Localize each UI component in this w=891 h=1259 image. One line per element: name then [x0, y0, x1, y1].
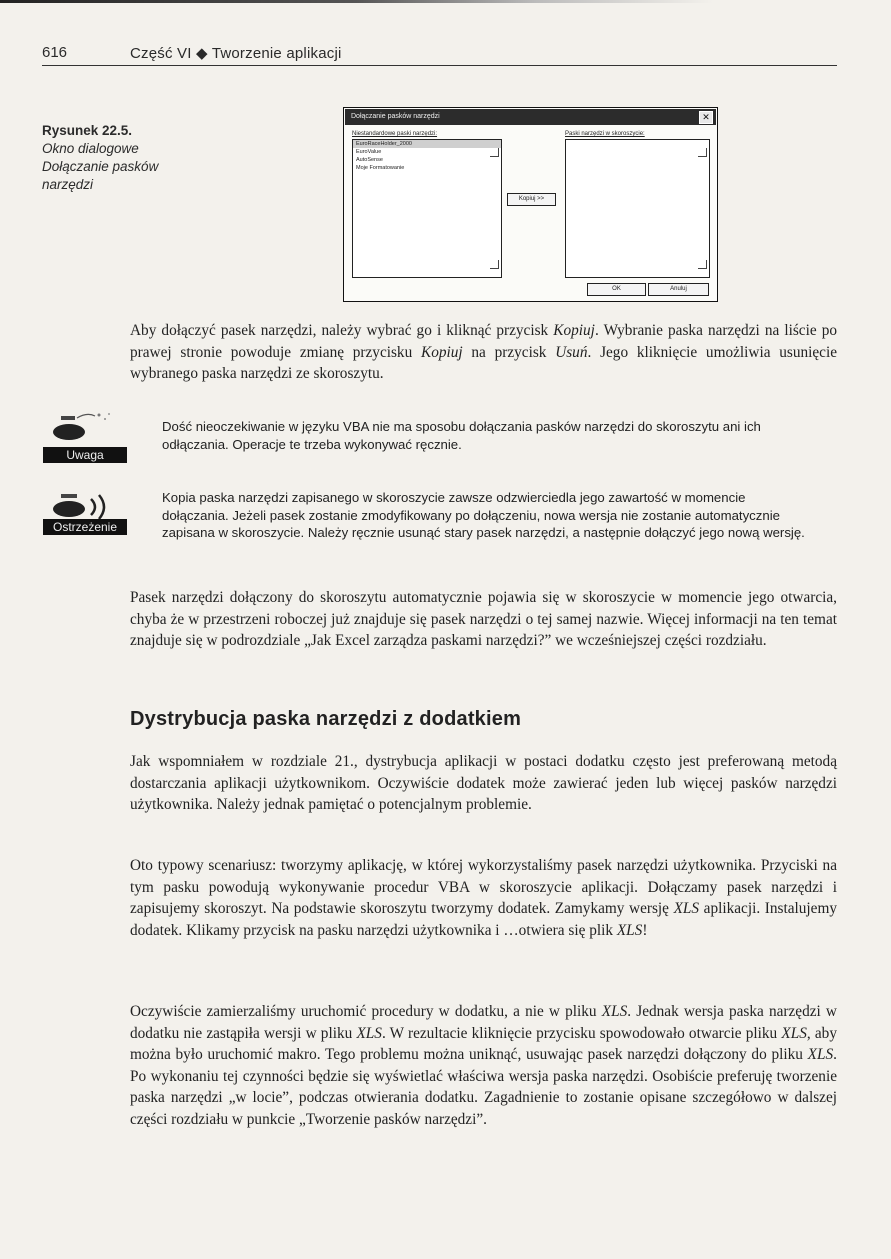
custom-toolbars-list[interactable] — [352, 139, 502, 278]
custom-toolbars-label: Niestandardowe paski narzędzi: — [352, 131, 438, 137]
workbook-toolbars-label: Paski narzędzi w skoroszycie: — [565, 131, 645, 137]
workbook-toolbars-list[interactable] — [565, 139, 710, 278]
warning-text: Kopia paska narzędzi zapisanego w skoroszycie zawsze odzwierciedla jego zawartość w momencie dołączania. Jeżeli pasek zostanie zmodyfikowany po dołączeniu, nowa wersja nie zostanie automatycznie zapisana w skoroszycie. Należy ręcznie usunąć stary pasek narzędzi, a następnie dołączyć jego nową wersję. — [162, 490, 805, 540]
copy-button[interactable]: Kopiuj >> — [507, 193, 556, 206]
warning-tag: Ostrzeżenie — [43, 519, 127, 535]
paragraph-addin-distribution: Jak wspomniałem w rozdziale 21., dystrybucja aplikacji w postaci dodatku często jest preferowaną metodą dostarczania aplikacji użytkownikom. Oczywiście dodatek może zawierać jeden lub więcej pasków narzędzi użytkownika. Należy jednak pamiętać o potencjalnym problemie. — [130, 753, 837, 813]
caption-number: Rysunek 22.5. — [42, 123, 133, 138]
dialog-title: Dołączanie pasków narzędzi — [351, 113, 440, 120]
paragraph-attach-toolbar: Aby dołączyć pasek narzędzi, należy wybrać go i kliknąć przycisk Kopiuj. Wybranie paska narzędzi na liście po prawej stronie powoduje zmianę przycisku Kopiuj na przycisk Usuń. Jego kliknięcie umożliwia usunięcie wybranego paska narzędzi ze skoroszytu. — [130, 322, 838, 382]
page-number: 616 — [42, 44, 68, 61]
attach-toolbars-dialog — [343, 107, 718, 302]
note-tag: Uwaga — [43, 447, 127, 463]
ok-button[interactable]: OK — [587, 283, 646, 296]
alarm-icon — [47, 489, 127, 521]
scan-edge-line — [0, 0, 891, 3]
cancel-button[interactable]: Anuluj — [648, 283, 709, 296]
list-item[interactable]: EuroRaceHolder_2000 — [353, 140, 501, 148]
paragraph-solution: Oczywiście zamierzaliśmy uruchomić procedury w dodatku, a nie w pliku XLS. Jednak wersja paska narzędzi w dodatku nie zastąpiła wersji w pliku XLS. W rezultacie kliknięcie przycisku spowodowało otwarcie pliku XLS, aby można było uruchomić makro. Tego problemu można uniknąć, usuwając pasek narzędzi dołączony do pliku XLS. Po wykonaniu tej czynności będzie się wyświetlać właściwa wersja paska narzędzi. Osobiście preferuję tworzenie paska narzędzi „w locie”, podczas otwierania dodatku. Zagadnienie to zostanie opisane szczegółowo w dalszej części rozdziału w punkcie „Tworzenie pasków narzędzi”. — [130, 1003, 837, 1128]
scroll-down-icon[interactable] — [490, 260, 499, 269]
note-text: Dość nieoczekiwanie w języku VBA nie ma sposobu dołączania pasków narzędzi do skoroszytu ani ich odłączania. Operacje te trzeba wykonywać ręcznie. — [162, 419, 761, 452]
list-item[interactable]: AutoSense — [356, 157, 383, 163]
running-title: Część VI ◆ Tworzenie aplikacji — [130, 45, 342, 62]
caption-text: Okno dialogowe Dołączanie pasków narzędzi — [42, 141, 159, 192]
list-item[interactable]: EuroValue — [356, 149, 382, 155]
figure-caption — [42, 122, 182, 194]
scroll-up-icon[interactable] — [490, 148, 499, 157]
header-rule — [42, 65, 837, 66]
dialog-titlebar — [345, 109, 716, 125]
paragraph-scenario: Oto typowy scenariusz: tworzymy aplikację, w której wykorzystaliśmy pasek narzędzi użytkownika. Przyciski na tym pasku powodują wykonywanie procedur VBA w skoroszycie aplikacji. Dołączamy pasek narzędzi i zapisujemy skoroszyt. Na podstawie skoroszytu tworzymy dodatek. Zamykamy wersję XLS aplikacji. Instalujemy dodatek. Klikamy przycisk na pasku narzędzi użytkownika i …otwiera się plik XLS! — [130, 857, 837, 939]
list-item[interactable]: Moje Formatowanie — [356, 165, 405, 171]
page-header — [42, 42, 837, 64]
bomb-icon — [47, 410, 127, 442]
scroll-up-icon[interactable] — [698, 148, 707, 157]
paragraph-toolbar-appears: Pasek narzędzi dołączony do skoroszytu automatycznie pojawia się w skoroszycie w momencie jego otwarcia, chyba że w przestrzeni roboczej już znajduje się pasek narzędzi o tej samej nazwie. Więcej informacji na ten temat znajduje się w podrozdziale „Jak Excel zarządza paskami narzędzi?” we wcześniejszej części rozdziału. — [130, 589, 837, 649]
scroll-down-icon[interactable] — [698, 260, 707, 269]
section-heading: Dystrybucja paska narzędzi z dodatkiem — [130, 708, 522, 730]
warning-icon-block — [43, 489, 133, 541]
note-icon-block — [43, 410, 133, 462]
close-icon[interactable]: ✕ — [699, 111, 713, 124]
